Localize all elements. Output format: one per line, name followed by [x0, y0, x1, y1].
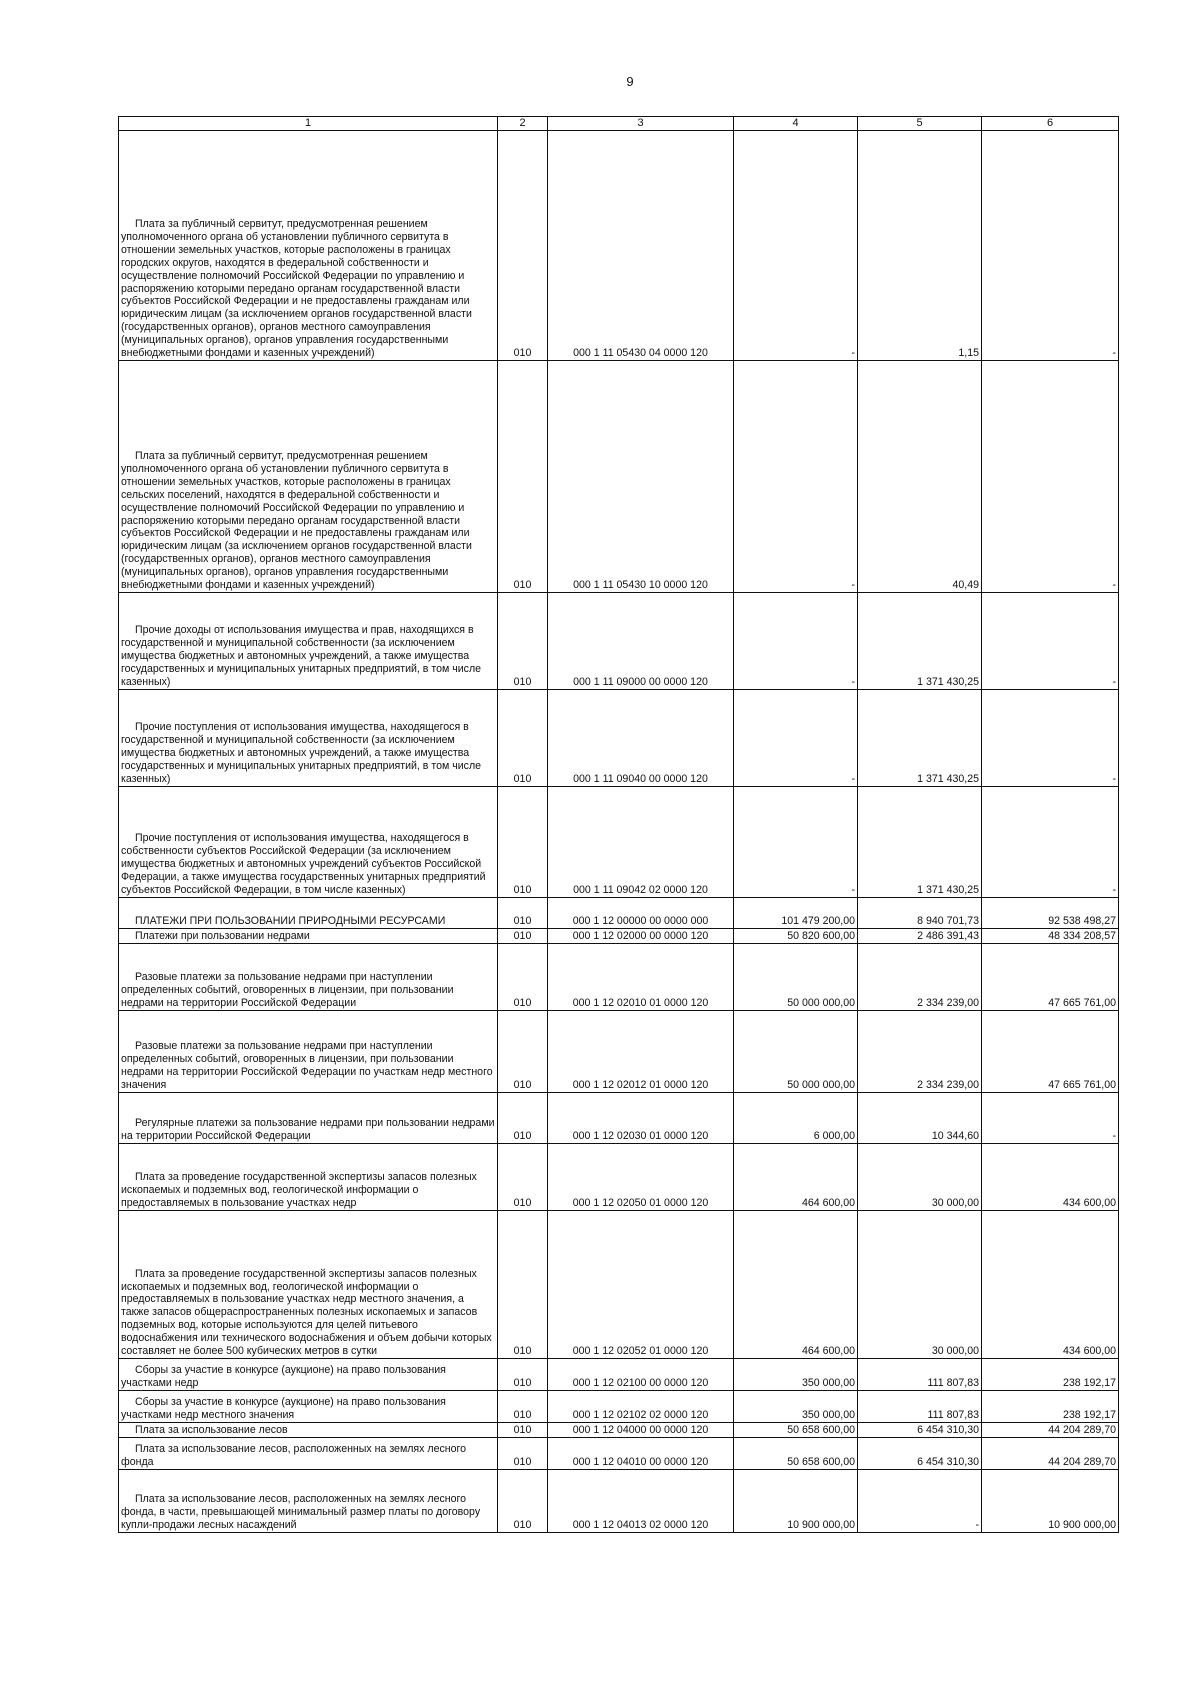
- row-unexecuted: -: [982, 1093, 1119, 1144]
- row-line-code: 010: [498, 1470, 548, 1533]
- row-approved: 50 820 600,00: [734, 929, 858, 944]
- row-approved: 50 000 000,00: [734, 944, 858, 1011]
- row-unexecuted: 434 600,00: [982, 1144, 1119, 1211]
- row-executed: 111 807,83: [858, 1359, 982, 1391]
- row-executed: 1 371 430,25: [858, 690, 982, 787]
- table-row: [119, 898, 1119, 929]
- row-unexecuted: 47 665 761,00: [982, 944, 1119, 1011]
- row-description: ПЛАТЕЖИ ПРИ ПОЛЬЗОВАНИИ ПРИРОДНЫМИ РЕСУРСАМИ: [119, 898, 498, 929]
- row-budget-code: 000 1 12 02100 00 0000 120: [548, 1359, 734, 1391]
- page-number: 9: [626, 74, 634, 89]
- table-row: [119, 1359, 1119, 1391]
- row-description: Сборы за участие в конкурсе (аукционе) на право пользования участками недр местного значения: [119, 1391, 498, 1423]
- row-executed: 111 807,83: [858, 1391, 982, 1423]
- row-budget-code: 000 1 12 02012 01 0000 120: [548, 1011, 734, 1093]
- row-executed: 8 940 701,73: [858, 898, 982, 929]
- row-approved: -: [734, 690, 858, 787]
- row-approved: -: [734, 593, 858, 690]
- row-executed: 30 000,00: [858, 1144, 982, 1211]
- table-row: [119, 361, 1119, 593]
- row-approved: 50 658 600,00: [734, 1438, 858, 1470]
- row-budget-code: 000 1 11 09040 00 0000 120: [548, 690, 734, 787]
- row-description: Плата за публичный сервитут, предусмотренная решением уполномоченного органа об установлении публичного сервитута в отношении земельных участков, которые расположены в границах сельских поселений, находятся в федеральной собственности и осуществление полномочий Российской Федерации по управлению и распоряжению которыми передано органам государственной власти субъектов Российской Федерации и не предоставлены гражданам или юридическим лицам (за исключением органов государственной власти (государственных органов), органов местного самоуправления (муниципальных органов), органов управления государственными внебюджетными фондами и казенных учреждений): [119, 361, 498, 593]
- row-line-code: 010: [498, 1359, 548, 1391]
- table-row: [119, 131, 1119, 361]
- row-description: Плата за проведение государственной экспертизы запасов полезных ископаемых и подземных вод, геологической информации о предоставляемых в пользование участках недр местного значения, а также запасов общераспространенных полезных ископаемых и запасов подземных вод, которые используются для целей питьевого водоснабжения или технического водоснабжения и объем добычи которых составляет не более 500 кубических метров в сутки: [119, 1211, 498, 1359]
- table-row: [119, 787, 1119, 898]
- table-row: [119, 1011, 1119, 1093]
- row-executed: 2 334 239,00: [858, 944, 982, 1011]
- row-line-code: 010: [498, 1011, 548, 1093]
- column-header: 5: [858, 117, 982, 131]
- income-report-table: [118, 116, 1119, 1533]
- row-executed: 2 334 239,00: [858, 1011, 982, 1093]
- row-executed: 40,49: [858, 361, 982, 593]
- table-row: [119, 1093, 1119, 1144]
- row-line-code: 010: [498, 361, 548, 593]
- table-row: [119, 690, 1119, 787]
- row-approved: -: [734, 361, 858, 593]
- column-header: 4: [734, 117, 858, 131]
- row-unexecuted: 47 665 761,00: [982, 1011, 1119, 1093]
- row-line-code: 010: [498, 131, 548, 361]
- row-description: Платежи при пользовании недрами: [119, 929, 498, 944]
- row-line-code: 010: [498, 944, 548, 1011]
- row-unexecuted: -: [982, 131, 1119, 361]
- row-budget-code: 000 1 12 02050 01 0000 120: [548, 1144, 734, 1211]
- row-executed: 6 454 310,30: [858, 1423, 982, 1438]
- row-budget-code: 000 1 12 02030 01 0000 120: [548, 1093, 734, 1144]
- row-approved: 10 900 000,00: [734, 1470, 858, 1533]
- row-executed: -: [858, 1470, 982, 1533]
- row-unexecuted: 44 204 289,70: [982, 1423, 1119, 1438]
- row-budget-code: 000 1 12 02052 01 0000 120: [548, 1211, 734, 1359]
- row-line-code: 010: [498, 787, 548, 898]
- row-description: Плата за публичный сервитут, предусмотренная решением уполномоченного органа об установлении публичного сервитута в отношении земельных участков, которые расположены в границах городских округов, находятся в федеральной собственности и осуществление полномочий Российской Федерации по управлению и распоряжению которыми передано органам государственной власти субъектов Российской Федерации и не предоставлены гражданам или юридическим лицам (за исключением органов государственной власти (государственных органов), органов местного самоуправления (муниципальных органов), органов управления государственными внебюджетными фондами и казенных учреждений): [119, 131, 498, 361]
- row-description: Разовые платежи за пользование недрами при наступлении определенных событий, оговоренных в лицензии, при пользовании недрами на территории Российской Федерации: [119, 944, 498, 1011]
- row-line-code: 010: [498, 898, 548, 929]
- row-line-code: 010: [498, 1093, 548, 1144]
- row-budget-code: 000 1 12 02010 01 0000 120: [548, 944, 734, 1011]
- row-budget-code: 000 1 12 02102 02 0000 120: [548, 1391, 734, 1423]
- row-line-code: 010: [498, 1438, 548, 1470]
- row-unexecuted: 92 538 498,27: [982, 898, 1119, 929]
- row-unexecuted: -: [982, 361, 1119, 593]
- row-budget-code: 000 1 12 04010 00 0000 120: [548, 1438, 734, 1470]
- table-row: [119, 1391, 1119, 1423]
- row-budget-code: 000 1 11 09000 00 0000 120: [548, 593, 734, 690]
- row-executed: 1 371 430,25: [858, 787, 982, 898]
- row-executed: 1,15: [858, 131, 982, 361]
- row-description: Прочие поступления от использования имущества, находящегося в собственности субъектов Российской Федерации (за исключением имущества бюджетных и автономных учреждений субъектов Российской Федерации, а также имущества государственных унитарных предприятий субъектов Российской Федерации, в том числе казенных): [119, 787, 498, 898]
- row-approved: 50 000 000,00: [734, 1011, 858, 1093]
- row-description: Плата за использование лесов: [119, 1423, 498, 1438]
- row-budget-code: 000 1 12 00000 00 0000 000: [548, 898, 734, 929]
- column-header: 6: [982, 117, 1119, 131]
- row-budget-code: 000 1 12 02000 00 0000 120: [548, 929, 734, 944]
- table-row: [119, 1423, 1119, 1438]
- table-row: [119, 929, 1119, 944]
- row-description: Прочие поступления от использования имущества, находящегося в государственной и муниципальной собственности (за исключением имущества бюджетных и автономных учреждений, а также имущества государственных и муниципальных унитарных предприятий, в том числе казенных): [119, 690, 498, 787]
- row-description: Регулярные платежи за пользование недрами при пользовании недрами на территории Российской Федерации: [119, 1093, 498, 1144]
- row-description: Плата за использование лесов, расположенных на землях лесного фонда, в части, превышающей минимальный размер платы по договору купли-продажи лесных насаждений: [119, 1470, 498, 1533]
- row-unexecuted: 238 192,17: [982, 1359, 1119, 1391]
- row-approved: 6 000,00: [734, 1093, 858, 1144]
- row-executed: 10 344,60: [858, 1093, 982, 1144]
- row-budget-code: 000 1 11 05430 10 0000 120: [548, 361, 734, 593]
- row-line-code: 010: [498, 929, 548, 944]
- table-row: [119, 593, 1119, 690]
- row-unexecuted: 238 192,17: [982, 1391, 1119, 1423]
- column-header: 3: [548, 117, 734, 131]
- row-executed: 1 371 430,25: [858, 593, 982, 690]
- row-budget-code: 000 1 11 09042 02 0000 120: [548, 787, 734, 898]
- table-row: [119, 1211, 1119, 1359]
- row-description: Плата за использование лесов, расположенных на землях лесного фонда: [119, 1438, 498, 1470]
- row-executed: 2 486 391,43: [858, 929, 982, 944]
- table-row: [119, 1470, 1119, 1533]
- table-row: [119, 944, 1119, 1011]
- column-header: 1: [119, 117, 498, 131]
- row-line-code: 010: [498, 1423, 548, 1438]
- row-approved: 350 000,00: [734, 1359, 858, 1391]
- row-description: Разовые платежи за пользование недрами при наступлении определенных событий, оговоренных в лицензии, при пользовании недрами на территории Российской Федерации по участкам недр местного значения: [119, 1011, 498, 1093]
- row-line-code: 010: [498, 1211, 548, 1359]
- row-unexecuted: 434 600,00: [982, 1211, 1119, 1359]
- row-description: Сборы за участие в конкурсе (аукционе) на право пользования участками недр: [119, 1359, 498, 1391]
- row-unexecuted: -: [982, 787, 1119, 898]
- row-line-code: 010: [498, 593, 548, 690]
- column-number-row: [119, 117, 1119, 131]
- row-approved: 101 479 200,00: [734, 898, 858, 929]
- row-line-code: 010: [498, 1391, 548, 1423]
- row-budget-code: 000 1 11 05430 04 0000 120: [548, 131, 734, 361]
- row-approved: 350 000,00: [734, 1391, 858, 1423]
- row-unexecuted: -: [982, 593, 1119, 690]
- row-unexecuted: 48 334 208,57: [982, 929, 1119, 944]
- row-unexecuted: -: [982, 690, 1119, 787]
- row-executed: 30 000,00: [858, 1211, 982, 1359]
- row-budget-code: 000 1 12 04013 02 0000 120: [548, 1470, 734, 1533]
- row-approved: 464 600,00: [734, 1144, 858, 1211]
- row-unexecuted: 44 204 289,70: [982, 1438, 1119, 1470]
- row-approved: -: [734, 787, 858, 898]
- row-approved: 50 658 600,00: [734, 1423, 858, 1438]
- column-header: 2: [498, 117, 548, 131]
- row-unexecuted: 10 900 000,00: [982, 1470, 1119, 1533]
- table-row: [119, 1144, 1119, 1211]
- row-approved: 464 600,00: [734, 1211, 858, 1359]
- row-line-code: 010: [498, 1144, 548, 1211]
- row-description: Плата за проведение государственной экспертизы запасов полезных ископаемых и подземных вод, геологической информации о предоставляемых в пользование участках недр: [119, 1144, 498, 1211]
- row-approved: -: [734, 131, 858, 361]
- row-budget-code: 000 1 12 04000 00 0000 120: [548, 1423, 734, 1438]
- table-row: [119, 1438, 1119, 1470]
- row-description: Прочие доходы от использования имущества и прав, находящихся в государственной и муниципальной собственности (за исключением имущества бюджетных и автономных учреждений, а также имущества государственных и муниципальных унитарных предприятий, в том числе казенных): [119, 593, 498, 690]
- row-executed: 6 454 310,30: [858, 1438, 982, 1470]
- row-line-code: 010: [498, 690, 548, 787]
